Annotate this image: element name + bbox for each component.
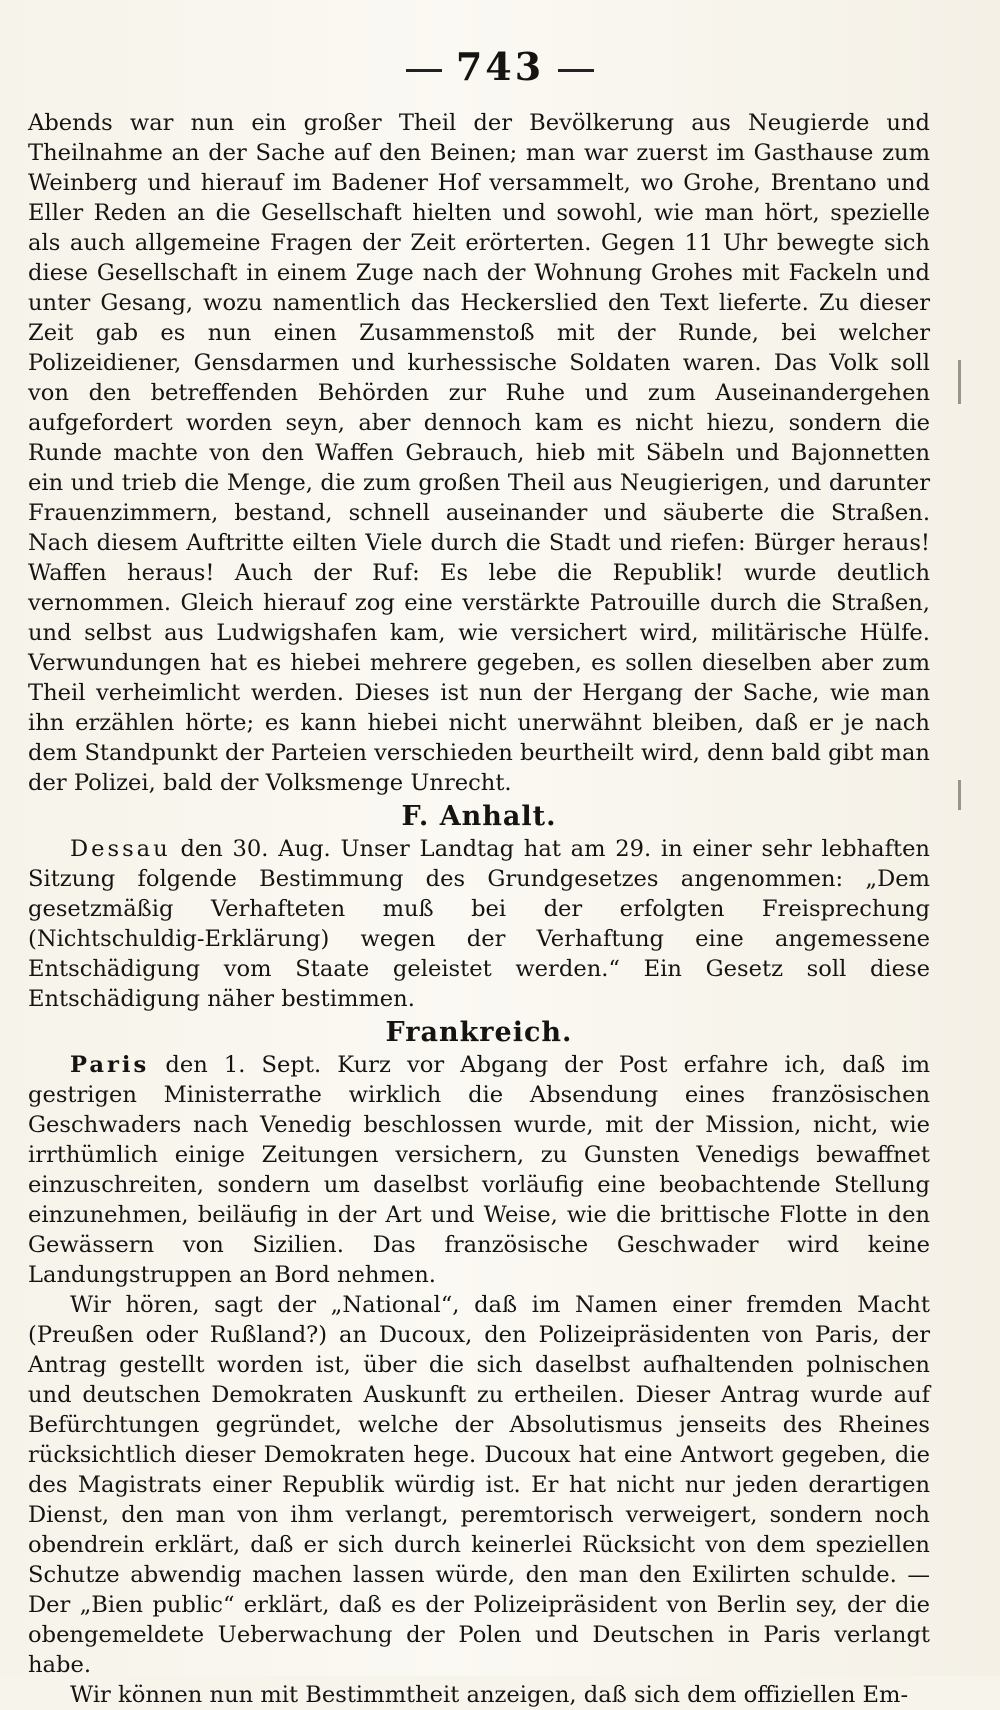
section-heading-frankreich: Frankreich.: [385, 1017, 573, 1048]
paragraph-paris: [28, 1050, 930, 1290]
article-column: [28, 108, 930, 1710]
margin-mark: [958, 360, 961, 404]
paragraph-paris-text: den 1. Sept. Kurz vor Abgang der Post erfahre ich, daß im gestrigen Ministerrathe wirklich die Absendung eines französischen Geschwaders nach Venedig beschlossen wurde, mit der Mission, nicht, wie irrthümlich einige Zeitungen versichern, zu Gunsten Venedigs bewaffnet einzuschreiten, sondern um daselbst vorläufig eine beobachtende Stellung einzunehmen, beiläufig in der Art und Weise, wie die brittische Flotte in den Gewässern von Sizilien. Das französische Geschwader wird keine Landungstruppen an Bord nehmen.: [28, 1052, 930, 1288]
page-header: [0, 44, 1000, 89]
dateline-place: Dessau: [70, 836, 171, 862]
page-number: 743: [455, 44, 545, 89]
paragraph-report: Abends war nun ein großer Theil der Bevölkerung aus Neugierde und Theilnahme an der Sache auf den Beinen; man war zuerst im Gasthause zum Weinberg und hierauf im Badener Hof versammelt, wo Grohe, Brentano und Eller Reden an die Gesellschaft hielten und sowohl, wie man hört, spezielle als auch allgemeine Fragen der Zeit erörterten. Gegen 11 Uhr bewegte sich diese Gesellschaft in einem Zuge nach der Wohnung Grohes mit Fackeln und unter Gesang, wozu namentlich das Heckerslied den Text lieferte. Zu dieser Zeit gab es nun einen Zusammenstoß mit der Runde, bei welcher Polizeidiener, Gensdarmen und kurhessische Soldaten waren. Das Volk soll von den betreffenden Behörden zur Ruhe und zum Auseinandergehen aufgefordert worden seyn, aber dennoch kam es nicht hiezu, sondern die Runde machte von den Waffen Gebrauch, hieb mit Säbeln und Bajonnetten ein und trieb die Menge, die zum großen Theil aus Neugierigen, und darunter Frauenzimmern, bestand, schnell auseinander und säuberte die Straßen. Nach diesem Auftritte eilten Viele durch die Stadt und riefen: Bürger heraus! Waffen heraus! Auch der Ruf: Es lebe die Republik! wurde deutlich vernommen. Gleich hierauf zog eine verstärkte Patrouille durch die Straßen, und selbst aus Ludwigshafen kam, wie versichert wird, militärische Hülfe. Verwundungen hat es hiebei mehrere gegeben, es sollen dieselben aber zum Theil verheimlicht werden. Dieses ist nun der Hergang der Sache, wie man ihn erzählen hörte; es kann hiebei nicht unerwähnt bleiben, daß er je nach dem Standpunkt der Parteien verschieden beurtheilt wird, denn bald gibt man der Polizei, bald der Volksmenge Unrecht.: [28, 110, 930, 796]
paragraph-national: Wir hören, sagt der „National“, daß im Namen einer fremden Macht (Preußen oder Rußland?) an Ducoux, den Polizeipräsidenten von Paris, der Antrag gestellt worden ist, über die sich daselbst aufhaltenden polnischen und deutschen Demokraten Auskunft zu ertheilen. Dieser Antrag wurde auf Befürchtungen gegründet, welche der Absolutismus jenseits des Rheines rücksichtlich dieser Demokraten hege. Ducoux hat eine Antwort gegeben, die des Magistrats einer Republik würdig ist. Er hat nicht nur jeden derartigen Dienst, den man von ihm verlangt, peremtorisch verweigert, sondern noch obendrein erklärt, daß er sich durch keinerlei Rücksicht von dem speziellen Schutze abwendig machen lassen würde, den man den Exilirten schulde. — Der „Bien public“ erklärt, daß es der Polizeipräsident von Berlin sey, der die obengemeldete Ueberwachung der Polen und Deutschen in Paris verlangt habe.: [28, 1292, 930, 1678]
dateline-place: Paris: [70, 1052, 150, 1078]
section-heading-anhalt: F. Anhalt.: [401, 801, 557, 832]
margin-mark: [958, 780, 961, 810]
paragraph-dessau-text: den 30. Aug. Unser Landtag hat am 29. in einer sehr lebhaften Sitzung folgende Bestimmung des Grundgesetzes angenommen: „Dem gesetzmäßig Verhafteten muß bei der erfolgten Freisprechung (Nichtschuldig-Erklärung) wegen der Verhaftung eine angemessene Entschädigung vom Staate geleistet werden.“ Ein Gesetz soll diese Entschädigung näher bestimmen.: [28, 836, 930, 1012]
paragraph-closing: Wir können nun mit Bestimmtheit anzeigen, daß sich dem offiziellen Em-: [70, 1682, 909, 1708]
paragraph-dessau: [28, 834, 930, 1014]
header-dash-left: [406, 69, 442, 72]
header-dash-right: [558, 69, 594, 72]
